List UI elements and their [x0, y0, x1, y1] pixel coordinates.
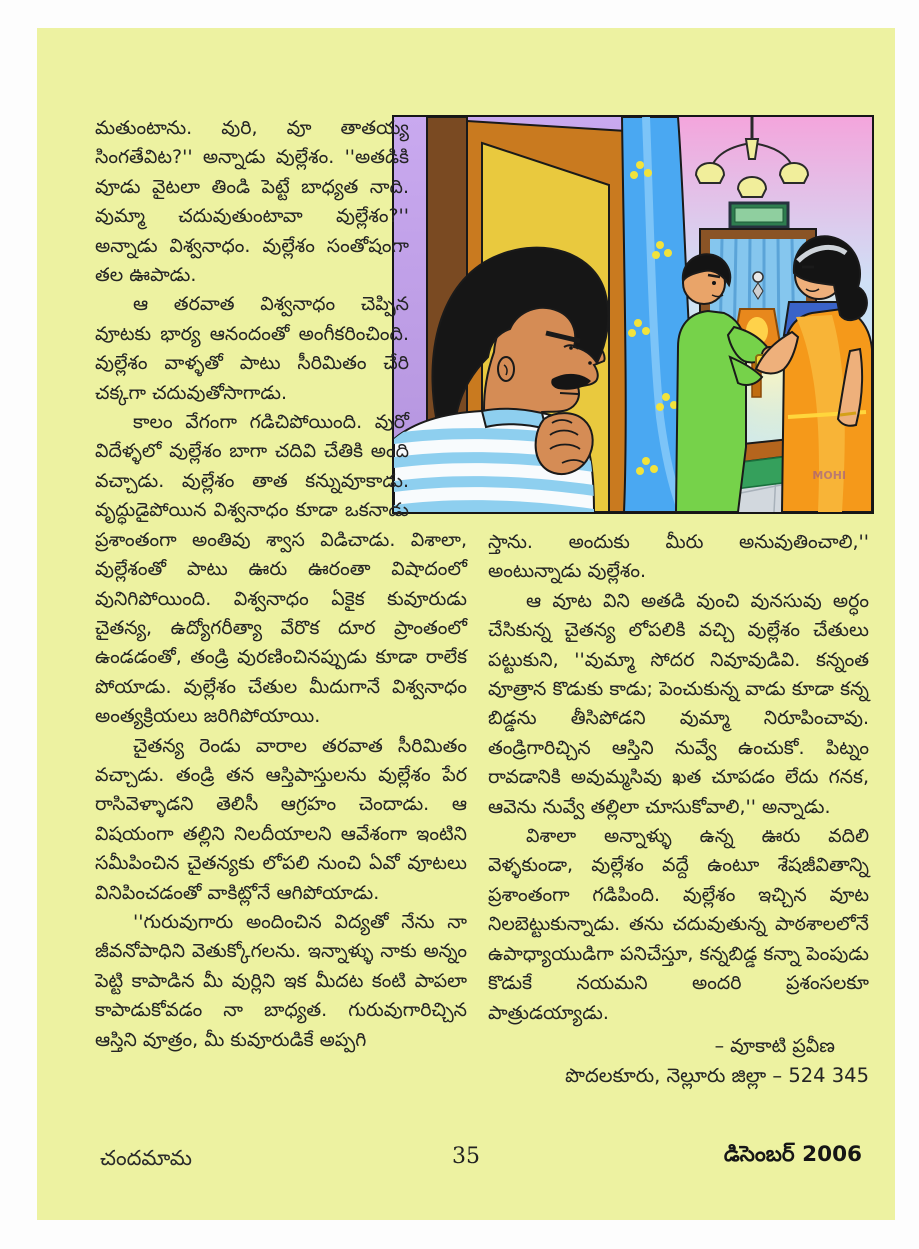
story-paragraph: ఆ తరవాత విశ్వనాధం చెప్పిన వూటకు భార్య ఆనందంతో అంగీకరించింది. వుల్లేశం వాళ్ళతో పాటు సీరిమితం చేరి చక్కగా చదువుతోసాగాడు.: [95, 293, 409, 404]
story-paragraph: మతుంటాను. వురి, వూ తాతయ్య సింగతేవిట?'' అన్నాడు వుల్లేశం. ''అతడికి వూడు వైటలా తిండి పెట్టే బాధ్యత నాది. వుమ్మా చదువుతుంటావా వుల్లేశం?'' అన్నాడు విశ్వనాధం. వుల్లేశం సంతోషంగా తల ఊపాడు.: [95, 117, 409, 287]
right-column-paragraphs: [488, 528, 869, 1028]
author-address: పొదలకూరు, నెల్లూరు జిల్లా – 524 345: [565, 1064, 869, 1088]
footer-page-number: 35: [452, 1144, 480, 1169]
story-paragraph: ''గురువుగారు అందించిన విద్యతో నేను నా జీవనోపాధిని వెతుక్కోగలను. ఇన్నాళ్ళు నాకు అన్నం పెట్టి కాపాడిన మీ వుర్లిని ఇక మీదట కంటి పాపలా కాపాడుకోవడం నా బాధ్యత. గురువుగారిచ్చిన ఆస్తిని వూత్రం, మీ కువూరుడికే అప్పగి: [95, 910, 467, 1051]
story-paragraph: స్తాను. అందుకు మీరు అనువుతించాలి,'' అంటున్నాడు వుల్లేశం.: [488, 531, 869, 583]
footer-magazine-title: చందమామ: [100, 1146, 192, 1170]
right-text-column: [488, 528, 869, 1091]
left-text-column: [95, 114, 467, 1055]
story-paragraph: కాలం వేగంగా గడిచిపోయింది. వురో విదేళ్ళలో వుల్లేశం బాగా చదివి చేతికి అంది వచ్చాడు. వుల్లేశం తాత కన్నువూకాడు. వృద్ధుడైపోయిన విశ్వనాధం కూడా ఒకనాడు ప్రశాంతంగా అంతివు శ్వాస విడిచాడు. విశాలా, వుల్లేశంతో పాటు ఊరు ఊరంతా విషాదంలో వునిగిపోయింది. విశ్వనాధం ఏకైక కువూరుడు చైతన్య, ఉద్యోగరీత్యా వేరొక దూర ప్రాంతంలో ఉండడంతో, తండ్రి వురణించినప్పుడు కూడా రాలేక పోయాడు. వుల్లేశం చేతుల మీదుగానే విశ్వనాధం అంత్యక్రియలు జరిగిపోయాయి.: [95, 411, 467, 728]
artist-signature: MOHI: [812, 469, 846, 482]
footer-issue-date: డిసెంబర్ 2006: [723, 1142, 862, 1167]
story-paragraph: చైతన్య రెండు వారాల తరవాత సీరిమితం వచ్చాడు. తండ్రి తన ఆస్తిపాస్తులను వుల్లేశం పేర రాసివెళ్ళాడని తెలిసీ ఆగ్రహం చెందాడు. ఆ విషయంగా తల్లిని నిలదీయాలని ఆవేశంగా ఇంటిని సమీపించిన చైతన్యకు లోపలి నుంచి ఏవో వూటలు వినిపించడంతో వాకిట్లోనే ఆగిపోయాడు.: [95, 734, 467, 904]
story-paragraph: ఆ వూట విని అతడి వుంచి వునసువు అర్ధం చేసికున్న చైతన్య లోపలికి వచ్చి వుల్లేశం చేతులు పట్టుకుని, ''వుమ్మా సోదర నివూవుడివి. కన్నంత వూత్రాన కొడుకు కాడు; పెంచుకున్న వాడు కూడా కన్న బిడ్డను తీసిపోడని వుమ్మా నిరూపించావు. తండ్రిగారిచ్చిన ఆస్తిని నువ్వే ఉంచుకో. పిట్నం రావడానికి అవుమ్మసివు ఖత చూపడం లేదు గనక, ఆవెను నువ్వే తల్లిలా చూసుకోవాలి,'' అన్నాడు.: [488, 589, 869, 818]
illustration-wrap-spacer: [409, 114, 467, 518]
photo-frame: [730, 203, 788, 227]
story-paragraph: విశాలా అన్నాళ్ళు ఉన్న ఊరు వదిలి వెళ్ళకుండా, వుల్లేశం వద్దే ఉంటూ శేషజీవితాన్ని ప్రశాంతంగా గడిపింది. వుల్లేశం ఇచ్చిన వూట నిలబెట్టుకున్నాడు. తను చదువుతున్న పాఠశాలలోనే ఉపాధ్యాయుడిగా పనిచేస్తూ, కన్నబిడ్డ కన్నా పెంపుడు కొడుకే నయమని అందరి ప్రశంసలకూ పాత్రుడయ్యాడు.: [488, 825, 869, 1024]
author-signature: – వూకాటి ప్రవీణ: [714, 1034, 835, 1057]
story-page-sheet: [37, 28, 895, 1220]
